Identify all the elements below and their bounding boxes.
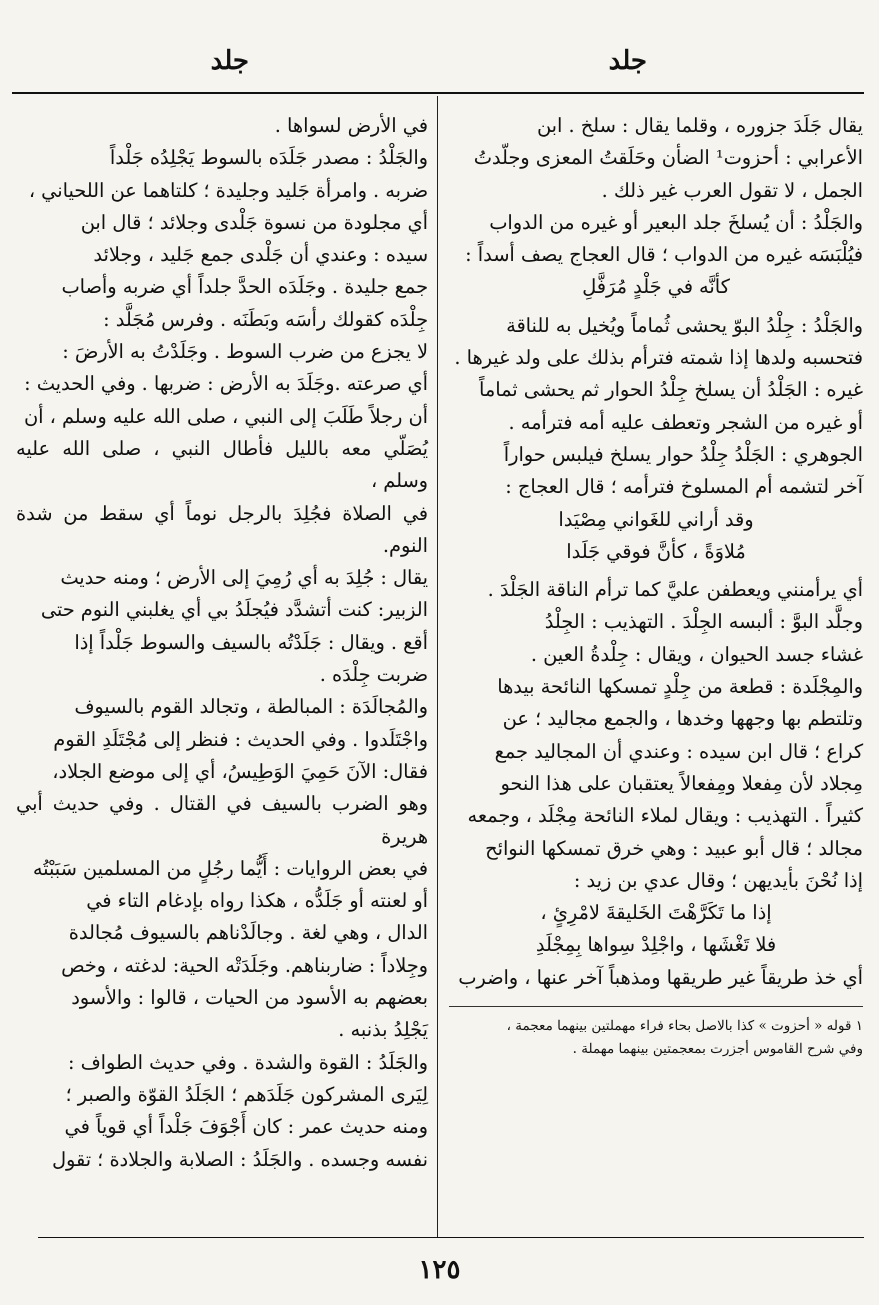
text-line: والجَلْدُ : أن يُسلخَ جلد البعير أو غيره من الدواب [489,210,863,234]
text-line: والجَلْدُ : جِلْدُ البوّ يحشى ثُماماً ويُخيل به للناقة [506,313,863,337]
text-line: مِجلاد لأن مِفعلا ومِفعالاً يعتقبان على هذا النحو [500,771,863,795]
text-line: أو لعنته أو جَلَدُّه ، هكذا رواه بإدغام التاء في [86,889,428,913]
text-line: مجالد ؛ قال أبو عبيد : وهي خرق تمسكها النوائح [485,836,863,860]
text-line: فقال: الآنَ حَمِيَ الوَطِيسُ، أي إلى موضع الجلاد، [52,759,428,783]
text-line: وجلَّد البوَّ : ألبسه الجِلْدَ . التهذيب : الجِلْدُ [544,610,863,634]
text-line: إذا نُحْنَ بأيديهن ؛ وقال عدي بن زيد : [573,868,863,892]
text-line: أو غيره من الشجر وتعطف عليه أمه فترأمه . [508,410,863,434]
footnote-rule [449,1006,863,1007]
text-line: يُصَلّي معه بالليل فأطال النبي ، صلى الله عليه وسلم ، [16,436,428,493]
text-line: الجوهري : الجَلْدُ جِلْدُ حوار يسلخ فيلبس حواراً [503,442,863,466]
text-line: أن رجلاً طَلَبَ إلى النبي ، صلى الله عليه وسلم ، أن [23,404,428,428]
text-line: فتحسبه ولدها إذا شمته فترأم بذلك على ولد غيرها . [454,346,863,370]
page-number: ١٢٥ [418,1255,461,1285]
text-line: ضربه . وامرأة جَليد وجليدة ؛ كلتاهما عن اللحياني ، [28,178,428,202]
left-column [16,110,428,1176]
text-line: الدال ، وهي لغة . وجالَدْناهم بالسيوف مُجالدة [68,921,428,945]
verse-line: فلا تَغْشَها ، واجْلِدْ سِواها بِمِجْلَدِ [535,933,777,957]
text-line: في الأرض لسواها . [274,114,428,137]
verse-line: مُلاوَةً ، كأنَّ فوقي جَلَدا [566,539,746,563]
text-line: الزبير: كنت أتشدَّد فيُجلَدُ بي أي يغلبني النوم حتى [40,598,428,622]
footer-rule [38,1237,864,1238]
text-line: وجِلاداً : ضاربناهم. وجَلَدَتْه الحية: لدغته ، وخص [61,953,428,977]
text-line: يَجْلِدُ بذنبه . [338,1018,428,1042]
text-line: ومنه حديث عمر : كان أَجْوَفَ جَلْداً أي قوياً في [64,1115,428,1139]
text-line: جمع جليدة . وجَلَدَه الحدَّ جلداً أي ضربه وأصاب [61,275,428,299]
text-line: والجَلْدُ : مصدر جَلَدَه بالسوط يَجْلِدُه جَلْداً [109,146,428,170]
text-line: آخر لتشمه أم المسلوخ فترأمه ؛ قال العجاج : [505,475,863,499]
text-line: وتلتطم بها وجهها وخدها ، والجمع مجاليد ؛ عن [502,707,863,731]
verse-line: كأنَّه في جَلْدٍ مُرَفَّلِ [582,275,730,299]
footnote-line: ١ قوله « أحزوت » كذا بالاصل بحاء فراء مهملتين بينهما معجمة ، [506,1018,863,1035]
verse-line: إذا ما تَكَرَّهْتَ الخَليقةَ لامْرِئٍ ، [540,901,772,925]
text-line: يقال جَلَدَ جزوره ، وقلما يقال : سلخ . ابن [536,114,863,137]
text-line: واجْتَلَدوا . وفي الحديث : فنظر إلى مُجْتَلَدِ القوم [53,727,428,751]
text-line: وهو الضرب بالسيف في القتال . وفي حديث أبي هريرة [16,792,428,848]
text-line: والمِجْلَدة : قطعة من جِلْدٍ تمسكها النائحة بيدها [497,675,863,699]
text-line: أقع . ويقال : جَلَدْتُه بالسيف والسوط جَلْداً إذا [74,630,428,654]
text-line: نفسه وجسده . والجَلَدُ : الصلابة والجلادة ؛ تقول [51,1147,428,1171]
column-divider [437,96,438,1238]
text-line: أي خذ طريقاً غير طريقها ومذهباً آخر عنها ، واضرب [458,965,863,989]
text-line: الجمل ، لا تقول العرب غير ذلك . [601,178,863,202]
text-line: بعضهم به الأسود من الحيات ، قالوا : والأسود [71,986,428,1010]
text-line: في بعض الروايات : أَيُّما رجُلٍ من المسلمين سَبَبْتُه [32,856,428,880]
text-line: سيده : وعندي أن جَلْدى جمع جَليد ، وجلائد [93,243,428,267]
verse-line: وقد أراني للغَواني مِصْيَدا [558,507,754,531]
text-line: غشاء جسد الحيوان ، ويقال : جِلْدةُ العين . [530,642,863,666]
text-line: لا يجزع من ضرب السوط . وجَلَدْتُ به الأرضَ : [62,340,428,364]
text-line: ضربت جِلْدَه . [319,663,428,687]
text-line: جِلْدَه كقولك رأسَه وبَطَنَه . وفرس مُجَلَّد : [103,307,428,331]
text-line: والجَلَدُ : القوة والشدة . وفي حديث الطواف : [68,1050,428,1074]
text-line: في الصلاة فجُلِدَ بالرجل نوماً أي سقط من شدة النوم. [16,501,428,557]
text-line: يقال : جُلِدَ به أي رُمِيَ إلى الأرض ؛ ومنه حديث [60,566,428,590]
header-rule [12,92,864,94]
text-line: لِيَرى المشركون جَلَدَهم ؛ الجَلَدُ القوّة والصبر ؛ [65,1082,428,1106]
text-line: أي مجلودة من نسوة جَلْدى وجلائد ؛ قال ابن [80,210,428,234]
text-line: أي صرعته .وجَلَدَ به الأرض : ضربها . وفي الحديث : [24,372,428,396]
text-line: الأعرابي : أحزوت¹ الضأن وحَلَقتُ المعزى وجلّدتُ [473,146,863,170]
page-header-left-word: جلد [210,46,249,76]
text-line: والمُجالَدَة : المبالطة ، وتجالد القوم بالسيوف [74,695,428,719]
text-line: كراع ؛ قال ابن سيده : وعندي أن المجاليد جمع [494,739,863,763]
text-line: غيره : الجَلْدُ أن يسلخ جِلْدُ الحوار ثم يحشى ثماماً [479,378,863,402]
text-line: أي يرأمنني ويعطفن عليَّ كما ترأم الناقة الجَلْدَ . [487,578,863,602]
right-column [449,110,863,1061]
footnote-line: وفي شرح القاموس أجزرت بمعجمتين بينهما مهملة . [572,1041,863,1058]
text-line: كثيراً . التهذيب : ويقال لملاء النائحة مِجْلَد ، وجمعه [467,804,863,828]
text-line: فيُلْبَسَه غيره من الدواب ؛ قال العجاج يصف أسداً : [465,243,863,267]
page-header-right-word: جلد [608,46,647,76]
